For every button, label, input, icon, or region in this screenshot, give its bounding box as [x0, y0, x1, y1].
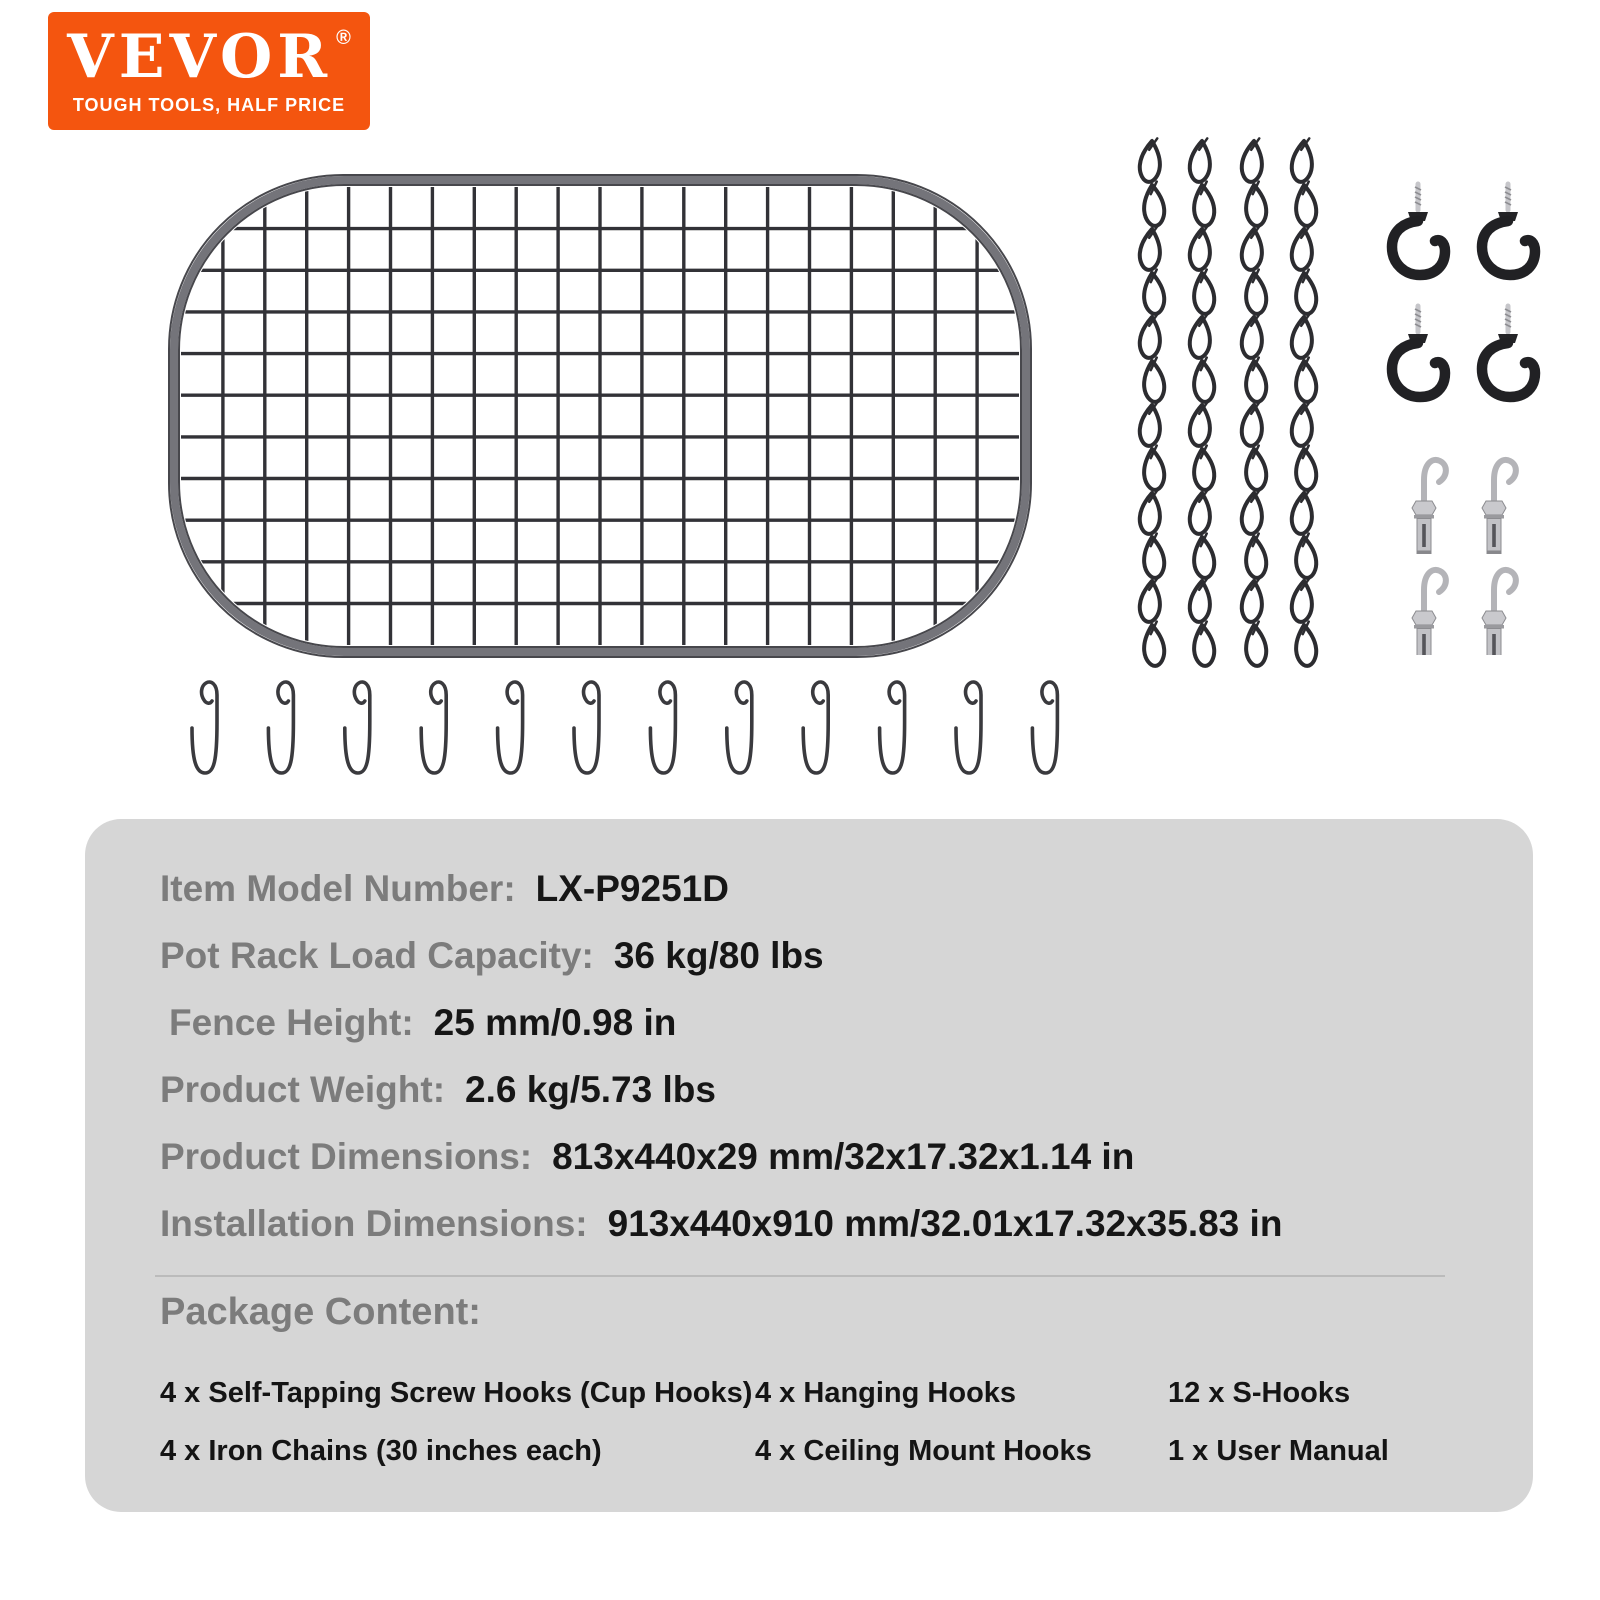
spec-label: Product Weight: — [160, 1068, 446, 1110]
spec-value: 2.6 kg/5.73 lbs — [465, 1068, 716, 1110]
spec-value: 913x440x910 mm/32.01x17.32x35.83 in — [607, 1202, 1283, 1244]
iron-chain — [1240, 137, 1267, 667]
spec-row-product-weight — [160, 1056, 1533, 1123]
package-content-heading: Package Content: — [160, 1291, 481, 1333]
iron-chains-image — [1125, 135, 1335, 675]
iron-chain — [1138, 137, 1165, 667]
s-hook — [268, 682, 293, 773]
ceiling-mount-hook — [1482, 460, 1516, 554]
package-content-list — [160, 1373, 1533, 1471]
spec-label: Fence Height: — [169, 1001, 414, 1043]
ceiling-mount-hooks-image — [1395, 440, 1540, 655]
ceiling-mount-hook — [1482, 570, 1516, 655]
s-hook — [421, 682, 446, 773]
spec-row-installation-dimensions — [160, 1190, 1533, 1257]
ceiling-mount-hook — [1412, 570, 1446, 655]
divider — [155, 1275, 1445, 1277]
cup-hook — [1392, 184, 1445, 275]
cup-hook — [1392, 306, 1445, 397]
brand-name: VEVOR — [67, 22, 333, 92]
pot-rack-grid-image — [160, 166, 1040, 666]
cup-hook — [1482, 184, 1535, 275]
ceiling-mount-hook — [1412, 460, 1446, 554]
s-hook — [956, 682, 981, 773]
package-item-user-manual: 1 x User Manual — [1168, 1435, 1389, 1467]
spec-list — [85, 819, 1533, 1257]
spec-panel — [85, 819, 1533, 1512]
cup-hook — [1482, 306, 1535, 397]
s-hook — [803, 682, 828, 773]
package-item-cup-hooks: 4 x Self-Tapping Screw Hooks (Cup Hooks) — [160, 1377, 753, 1409]
s-hook — [192, 682, 217, 773]
spec-label: Product Dimensions: — [160, 1135, 533, 1177]
spec-value: 813x440x29 mm/32x17.32x1.14 in — [552, 1135, 1135, 1177]
spec-row-fence-height — [160, 989, 1533, 1056]
iron-chain — [1188, 137, 1215, 667]
package-item-ceiling-hooks: 4 x Ceiling Mount Hooks — [755, 1435, 1092, 1467]
s-hook — [498, 682, 523, 773]
s-hook — [345, 682, 370, 773]
spec-label: Pot Rack Load Capacity: — [160, 934, 594, 976]
package-item-s-hooks: 12 x S-Hooks — [1168, 1377, 1351, 1409]
package-item-hanging-hooks: 4 x Hanging Hooks — [755, 1377, 1017, 1409]
spec-value: LX-P9251D — [535, 867, 729, 909]
iron-chain — [1290, 137, 1317, 667]
brand-wordmark — [67, 22, 351, 92]
spec-value: 25 mm/0.98 in — [433, 1001, 677, 1043]
spec-row-model — [160, 855, 1533, 922]
spec-row-load-capacity — [160, 922, 1533, 989]
rack-grid-wires — [181, 187, 1019, 645]
s-hook — [727, 682, 752, 773]
s-hook — [650, 682, 675, 773]
registered-trademark-icon: ® — [336, 27, 351, 49]
vevor-logo — [48, 12, 370, 130]
cup-hooks-image — [1380, 178, 1565, 408]
spec-label: Item Model Number: — [160, 867, 516, 909]
spec-label: Installation Dimensions: — [160, 1202, 588, 1244]
s-hooks-image — [170, 676, 1080, 781]
spec-row-product-dimensions — [160, 1123, 1533, 1190]
package-item-iron-chains: 4 x Iron Chains (30 inches each) — [160, 1435, 602, 1467]
s-hook — [1032, 682, 1057, 773]
spec-value: 36 kg/80 lbs — [613, 934, 824, 976]
brand-tagline: TOUGH TOOLS, HALF PRICE — [72, 95, 346, 115]
s-hook — [574, 682, 599, 773]
s-hook — [880, 682, 905, 773]
